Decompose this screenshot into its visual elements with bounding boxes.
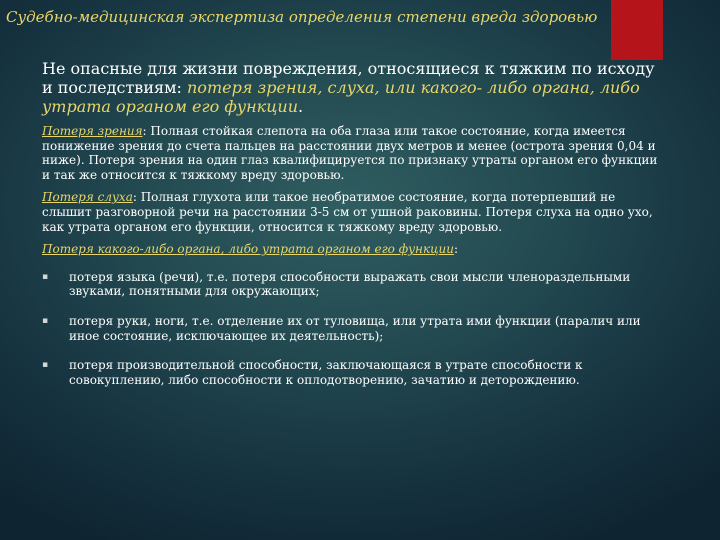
vision-text: : Полная стойкая слепота на оба глаза или такое состояние, когда имеется понижение зрения до счета пальцев на расстоянии двух метров и менее (острота зрения 0,04 и ниже). Потеря зрения на один глаз квалифицируется по признаку утраты органом его функции и так же относится к тяжкому вреду здоровью. <box>42 124 658 182</box>
bullet-icon: ▪ <box>42 360 49 371</box>
organ-term: Потеря какого-либо органа, либо утрата органом его функции <box>42 242 454 257</box>
organ-paragraph <box>42 242 666 257</box>
lead-paragraph <box>42 59 666 116</box>
bullet-text: потеря языка (речи), т.е. потеря способности выражать свои мысли членораздельными звуками, понятными для окружающих; <box>69 269 631 299</box>
vision-term: Потеря зрения <box>42 124 143 138</box>
slide-title: Судебно-медицинская экспертиза определения степени вреда здоровью <box>6 8 598 26</box>
bullet-icon: ▪ <box>42 315 49 326</box>
bullet-text: потеря производительной способности, заключающаяся в утрате способности к совокуплению, либо способности к оплодотворению, зачатию и деторождению. <box>69 358 583 387</box>
hearing-paragraph <box>42 190 666 234</box>
list-item <box>42 314 666 343</box>
list-item <box>42 358 666 387</box>
lead-text: Не опасные для жизни повреждения, относящиеся к тяжким по исходу и последствиям: <box>42 59 655 97</box>
bullet-text: потеря руки, ноги, т.е. отделение их от туловища, или утрата ими функции (паралич или иное состояние, исключающее их деятельность); <box>69 313 641 343</box>
slide-content <box>42 59 666 402</box>
list-item <box>42 270 666 299</box>
hearing-term: Потеря слуха <box>42 190 133 205</box>
lead-emphasis: потеря зрения, слуха, или какого- либо органа, либо утрата органом его функции <box>42 78 640 116</box>
vision-paragraph <box>42 124 666 182</box>
organ-text: : <box>453 242 458 257</box>
lead-end: . <box>298 97 304 116</box>
hearing-text: : Полная глухота или такое необратимое состояние, когда потерпевший не слышит разговорной речи на расстоянии 3-5 см от ушной раковины. Потеря слуха на одно ухо, как утрата органом его функции, относится к тяжкому вреду здоровью. <box>42 190 653 234</box>
bullet-icon: ▪ <box>42 271 49 282</box>
bullet-list <box>42 270 666 388</box>
